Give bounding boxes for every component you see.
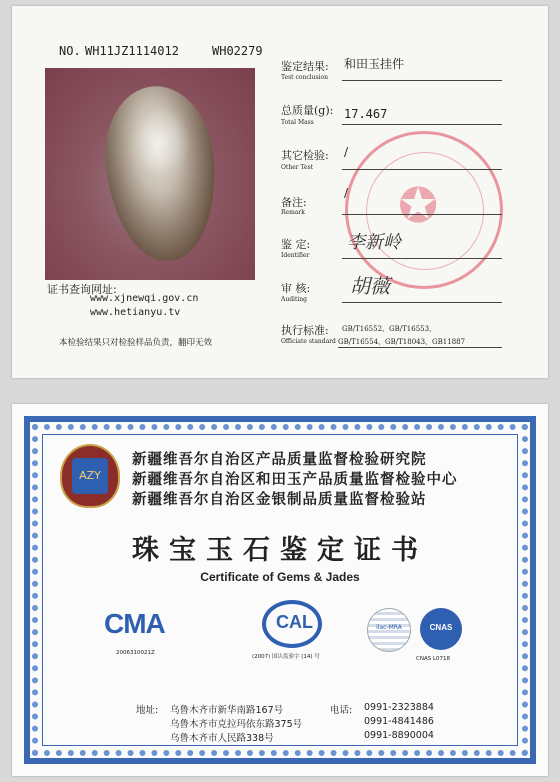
cnas-mark-icon: CNAS <box>420 608 462 650</box>
cal-mark-icon: CAL <box>262 600 322 648</box>
identifier-signature: 李新岭 <box>347 232 401 253</box>
official-seal <box>345 131 503 289</box>
phone-1: 0991-2323884 <box>364 702 434 713</box>
certificate-code: WH02279 <box>212 44 263 58</box>
standard-line-2: GB/T16554、GB/T18043、GB11887 <box>338 338 466 346</box>
cal-caption: (2007) 国认监验字 (14) 号 <box>252 654 320 660</box>
address-label: 地址: <box>136 705 159 716</box>
cma-caption: 2006310021Z <box>116 650 155 656</box>
phone-2: 0991-4841486 <box>364 716 434 727</box>
standard-line-1: GB/T16552、GB/T16553、 <box>342 325 437 333</box>
institution-1: 新疆维吾尔自治区产品质量监督检验研究院 <box>132 452 427 468</box>
conclusion-label: 鉴定结果: <box>281 60 329 73</box>
certificate-number: WH11JZ1114012 <box>85 44 179 58</box>
query-url-1: www.xjnewqi.gov.cn <box>90 293 199 304</box>
remark-value: / <box>344 186 349 200</box>
identifier-en: Identifier <box>281 252 310 259</box>
disclaimer: 本检验结果只对检验样品负责，翻印无效 <box>59 338 213 348</box>
standard-en: Officiate standard <box>281 338 336 345</box>
conclusion-value: 和田玉挂件 <box>344 57 405 71</box>
query-url-2: www.hetianyu.tv <box>90 307 181 318</box>
auditing-en: Auditing <box>281 296 307 303</box>
certificate-cover-card <box>12 404 548 776</box>
ilac-mark-icon: ilac-MRA <box>367 608 411 652</box>
institute-logo <box>60 444 120 508</box>
address-2: 乌鲁木齐市克拉玛依东路375号 <box>170 719 303 730</box>
certificate-detail-card <box>12 6 548 378</box>
mass-en: Total Mass <box>281 119 314 126</box>
institution-3: 新疆维吾尔自治区金银制品质量监督检验站 <box>132 492 427 508</box>
auditing-label: 审 核: <box>281 282 311 295</box>
institution-2: 新疆维吾尔自治区和田玉产品质量监督检验中心 <box>132 472 458 488</box>
other-test-en: Other Test <box>281 164 314 171</box>
certificate-title: 珠宝玉石鉴定证书 <box>132 535 428 566</box>
address-3: 乌鲁木齐市人民路338号 <box>170 733 274 744</box>
mass-label: 总质量(g): <box>281 104 334 117</box>
jade-photo <box>45 68 255 280</box>
certificate-subtitle: Certificate of Gems & Jades <box>200 570 360 584</box>
other-test-label: 其它检验: <box>281 149 329 162</box>
conclusion-en: Test conclusion <box>281 74 328 81</box>
remark-en: Remark <box>281 209 305 216</box>
remark-label: 备注: <box>281 196 307 209</box>
cnas-caption: CNAS L0718 <box>416 656 451 662</box>
identifier-label: 鉴 定: <box>281 238 311 251</box>
phone-label: 电话: <box>330 705 353 716</box>
query-url-label: 证书查询网址: <box>47 283 117 296</box>
phone-3: 0991-8890004 <box>364 730 434 741</box>
other-test-value: / <box>344 145 349 159</box>
standard-label: 执行标准: <box>281 324 329 337</box>
logo-text: AZY <box>72 458 108 494</box>
certificate-no-label: NO. <box>59 44 81 58</box>
seal-star-icon: ✪ <box>398 178 439 234</box>
auditing-signature: 胡薇 <box>350 274 390 298</box>
address-1: 乌鲁木齐市新华南路167号 <box>170 705 284 716</box>
cma-mark-icon: CMA <box>104 608 165 639</box>
mass-value: 17.467 <box>344 107 388 121</box>
